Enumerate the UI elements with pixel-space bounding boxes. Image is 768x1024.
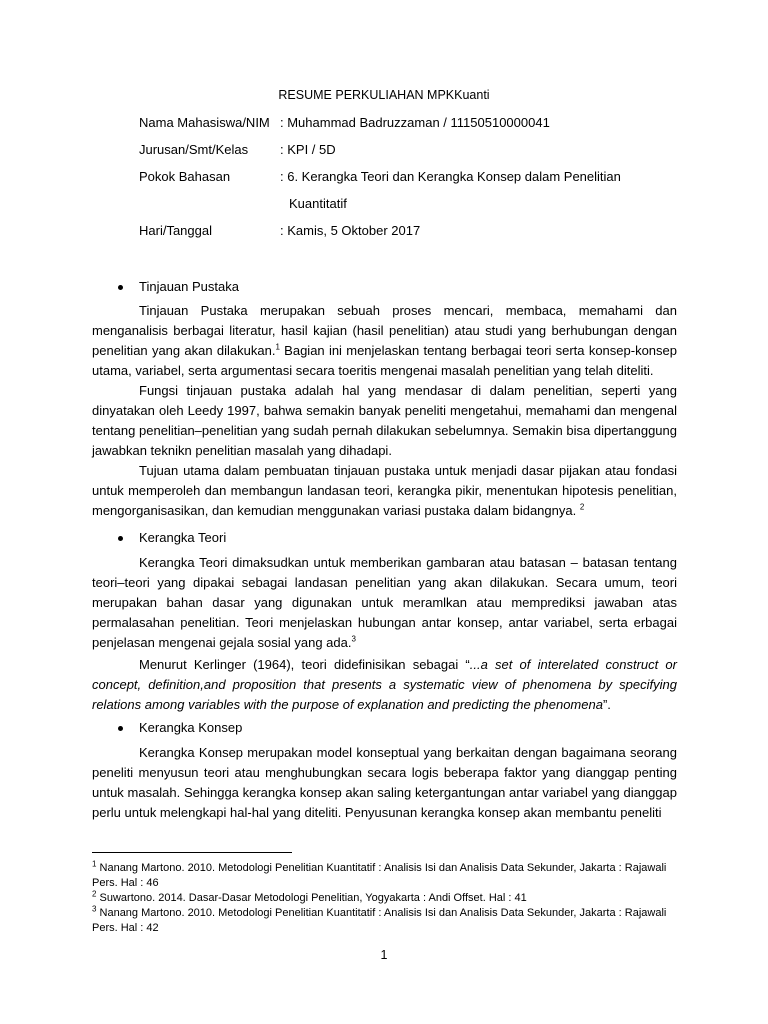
meta-label: Nama Mahasiswa/NIM xyxy=(139,115,270,130)
meta-value: : KPI / 5D xyxy=(280,142,336,157)
meta-value: : Kamis, 5 Oktober 2017 xyxy=(280,223,421,238)
italic-quote: ...a set of interelated construct or concept, definition,and proposition that presents a systematic view of phenomena by specifying relations among variables with the purpose of explanation and predicting the phenomena xyxy=(92,657,677,712)
section-heading-label: Kerangka Konsep xyxy=(139,720,243,735)
meta-value-continued: Kuantitatif xyxy=(289,196,347,211)
footnote-ref: 3 xyxy=(351,634,356,644)
document-title: RESUME PERKULIAHAN MPKKuanti xyxy=(278,88,490,102)
footnote: $^3$ Nanang Martono. 2010. Metodologi Penelitian Kuantitatif : Analisis Isi dan Analisis Data Sekunder, Jakarta : Rajawali Pers. Hal : 42 xyxy=(92,904,667,934)
footnote: $^1$ Nanang Martono. 2010. Metodologi Penelitian Kuantitatif : Analisis Isi dan Analisis Data Sekunder, Jakarta : Rajawali Pers. Hal : 46 xyxy=(92,859,667,889)
section-heading-label: Kerangka Teori xyxy=(139,530,227,545)
meta-label: Jurusan/Smt/Kelas xyxy=(139,142,249,157)
paragraph: Tinjauan Pustaka merupakan sebuah proses mencari, membaca, memahami dan menganalisis berbagai literatur, hasil kajian (hasil penelitian) atau studi yang berhubungan dengan penelitian yang akan dilakukan.$^1$ Bagian ini menjelaskan tentang berbagai teori serta konsep-konsep utama, variabel, serta argumentasi secara toeritis mengenai masalah penelitian yang telah diteliti. xyxy=(92,303,677,378)
footnote-ref: 1 xyxy=(275,342,280,352)
paragraph: Menurut Kerlinger (1964), teori didefinisikan sebagai “...a set of interelated construct or concept, definition,and proposition that presents a systematic view of phenomena by specifying relations among variables with the purpose of explanation and predicting the phenomena”. xyxy=(92,657,677,712)
paragraph: Fungsi tinjauan pustaka adalah hal yang mendasar di dalam penelitian, seperti yang dinyatakan oleh Leedy 1997, bahwa semakin banyak peneliti mengetahui, memahami dan mengenal tentang penelitian–penelitian yang sudah pernah dilakukan sebelumnya. Semakin bisa dipertanggung jawabkan teknikn penelitian masalah yang dihadapi. xyxy=(92,383,677,458)
meta-label: Hari/Tanggal xyxy=(139,223,212,238)
bullet-icon xyxy=(118,536,123,541)
paragraph: Tujuan utama dalam pembuatan tinjauan pustaka untuk menjadi dasar pijakan atau fondasi untuk memperoleh dan membangun landasan teori, kerangka pikir, menentukan hipotesis penelitian, mengorganisasikan, dan kemudian menggunakan variasi pustaka dalam bidangnya. $^2$ xyxy=(92,463,677,518)
paragraph: Kerangka Konsep merupakan model konseptual yang berkaitan dengan bagaimana seorang peneliti menyusun teori atau menghubungkan secara logis beberapa faktor yang dianggap penting untuk masalah. Sehingga kerangka konsep akan saling ketergantungan antar variabel yang dianggap perlu untuk melengkapi hal-hal yang diteliti. Penyusunan kerangka konsep akan membantu peneliti xyxy=(92,745,677,820)
meta-label: Pokok Bahasan xyxy=(139,169,231,184)
page-number: 1 xyxy=(380,948,388,962)
footnote-ref: 2 xyxy=(579,502,585,512)
footnote: $^2$ Suwartono. 2014. Dasar-Dasar Metodologi Penelitian, Yogyakarta : Andi Offset. Hal : 41 xyxy=(92,889,527,904)
meta-value: : Muhammad Badruzzaman / 11150510000041 xyxy=(280,115,550,130)
bullet-icon xyxy=(118,285,123,290)
paragraph: Kerangka Teori dimaksudkan untuk memberikan gambaran atau batasan – batasan tentang teori–teori yang dipakai sebagai landasan penelitian yang akan dilakukan. Secara umum, teori merupakan bahan dasar yang digunakan untuk meramlkan atau memprediksi jawaban atas permalasahan penelitian. Teori menjelaskan hubungan antar konsep, antar variabel, serta erbagai penjelasan mengenai gejala sosial yang ada.$^3$ xyxy=(92,555,677,650)
bullet-icon xyxy=(118,726,123,731)
section-heading-label: Tinjauan Pustaka xyxy=(139,279,239,294)
footnote-separator xyxy=(92,852,292,853)
meta-value: : 6. Kerangka Teori dan Kerangka Konsep dalam Penelitian xyxy=(280,169,621,184)
